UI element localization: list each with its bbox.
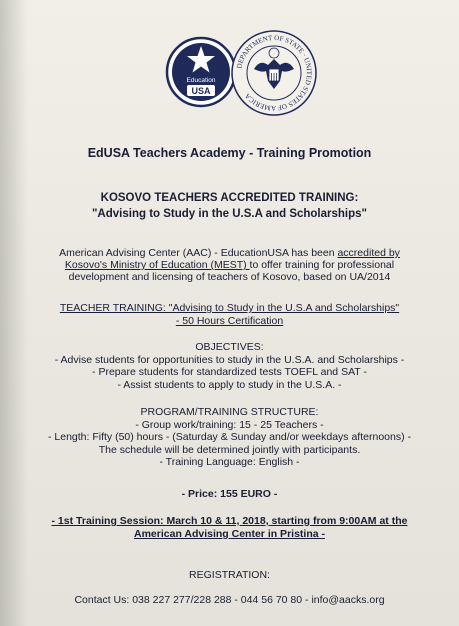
price xyxy=(0,488,459,500)
training-session-line-2: American Advising Center in Pristina - xyxy=(134,528,325,540)
ministry-text: Kosovo's Ministry of Education (MEST) xyxy=(64,259,250,271)
edusa-logo-word: Education xyxy=(186,77,216,84)
registration-heading xyxy=(0,569,459,581)
teacher-training xyxy=(0,302,459,328)
registration-text: REGISTRATION: xyxy=(189,569,270,581)
program-item: - Length: Fifty (50) hours - (Saturday & Sunday and/or weekdays afternoons) - xyxy=(47,431,411,443)
flyer-title xyxy=(0,146,459,160)
seal-ring-text: DEPARTMENT OF STATE · UNITED STATES OF AMERICA xyxy=(235,33,314,113)
intro-line-2 xyxy=(0,259,459,271)
accredited-by-text: accredited by xyxy=(337,247,400,259)
intro-line-1 xyxy=(0,247,459,259)
training-session xyxy=(0,515,459,541)
contact-text: Contact Us: 038 227 277/228 288 - 044 56 70 80 - info@aacks.org xyxy=(74,594,385,606)
program-item: The schedule will be determined jointly with participants. xyxy=(98,443,361,456)
intro-line-3: development and licensing of teachers of Kosovo, based on UA/2014 xyxy=(68,271,391,283)
contact-info xyxy=(0,594,459,606)
state-department-seal-icon xyxy=(230,29,318,117)
objective-item: - Prepare students for standardized tests TOEFL and SAT - xyxy=(92,366,367,378)
program-heading: PROGRAM/TRAINING STRUCTURE: xyxy=(140,406,319,418)
program-item: - Training Language: English - xyxy=(159,456,300,468)
edusa-logo-usa: USA xyxy=(191,86,211,96)
training-session-line-1: - 1st Training Session: March 10 & 11, 2018, starting from 9:00AM at the xyxy=(51,515,408,527)
logo-row xyxy=(0,29,459,119)
course-heading xyxy=(0,190,459,222)
program-section xyxy=(0,406,459,469)
intro-paragraph xyxy=(0,247,459,283)
objectives-section xyxy=(0,341,459,391)
objectives-heading: OBJECTIVES: xyxy=(195,341,264,353)
program-item: - Group work/training: 15 - 25 Teachers - xyxy=(135,418,324,431)
course-heading-line-2: "Advising to Study in the U.S.A and Scholarships" xyxy=(91,208,367,220)
objective-item: - Advise students for opportunities to study in the U.S.A. and Scholarships - xyxy=(54,353,405,366)
teacher-training-line-2: - 50 Hours Certification xyxy=(175,315,284,327)
objective-item: - Assist students to apply to study in the U.S.A. - xyxy=(117,378,342,391)
educationusa-logo-icon xyxy=(165,36,237,108)
price-text: - Price: 155 EURO - xyxy=(181,488,278,500)
intro-line-2-text: to offer training for professional xyxy=(249,259,395,271)
teacher-training-line-1: TEACHER TRAINING: "Advising to Study in the U.S.A and Scholarships" xyxy=(59,302,400,314)
intro-line-1-text: American Advising Center (AAC) - EducationUSA has been xyxy=(59,247,338,259)
flyer-title-text: EdUSA Teachers Academy - Training Promotion xyxy=(87,146,372,160)
course-heading-line-1: KOSOVO TEACHERS ACCREDITED TRAINING: xyxy=(100,192,359,204)
